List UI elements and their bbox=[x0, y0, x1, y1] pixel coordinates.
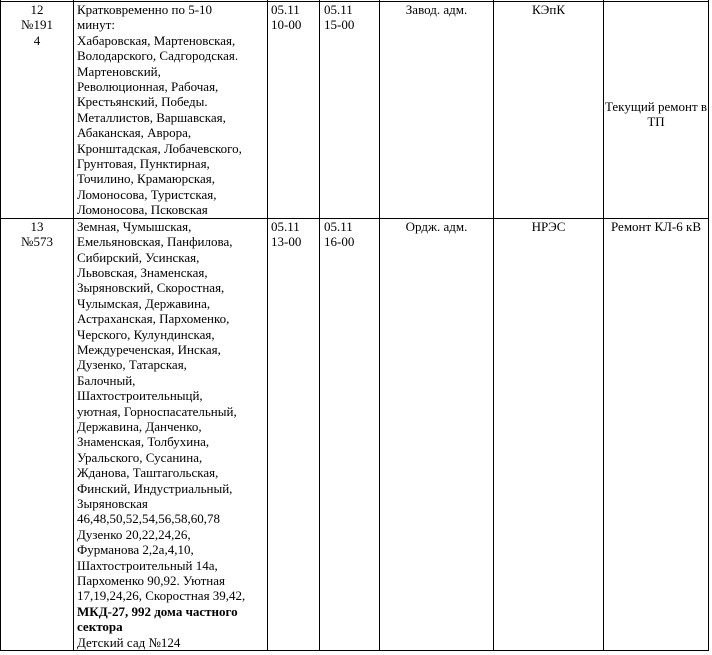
enterprise-cell bbox=[494, 218, 604, 650]
address-line: Черского, Кулундинская, bbox=[77, 326, 215, 342]
end-time: 15-00 bbox=[324, 17, 355, 33]
row-number: 13 bbox=[30, 218, 44, 234]
reason-text: Текущий ремонт в ТП bbox=[604, 99, 708, 130]
address-line: 46,48,50,52,54,56,58,60,78 bbox=[77, 511, 220, 527]
address-line: Грунтовая, Пунктирная, bbox=[77, 156, 210, 172]
end-date: 05.11 bbox=[324, 218, 353, 234]
row-number: 12 bbox=[30, 2, 44, 17]
address-line: Чулымская, Державина, bbox=[77, 295, 211, 311]
address-line: Финский, Индустриальный, bbox=[77, 480, 233, 496]
reason-cell bbox=[604, 2, 709, 219]
address-line: Емельяновская, Панфилова, bbox=[77, 234, 233, 250]
start-cell bbox=[268, 2, 320, 219]
row-id: №191 bbox=[21, 17, 53, 33]
address-line: минут: bbox=[77, 17, 115, 33]
address-cell bbox=[74, 218, 268, 650]
start-date: 05.11 bbox=[271, 218, 300, 234]
address-line: Зыряновская bbox=[77, 496, 148, 511]
address-line: Шахтостроительныцй, bbox=[77, 388, 203, 404]
address-line: Земная, Чумышская, bbox=[77, 218, 192, 234]
start-date: 05.11 bbox=[271, 2, 300, 17]
enterprise-text: НРЭС bbox=[531, 218, 566, 234]
org-text: Ордж. адм. bbox=[405, 218, 468, 234]
table-row bbox=[1, 218, 709, 650]
address-line: Шахтостроительный 14а, bbox=[77, 557, 218, 573]
reason-cell bbox=[604, 218, 709, 650]
org-cell bbox=[380, 2, 494, 219]
address-line: Детский сад №124 bbox=[77, 634, 181, 650]
address-line: уютная, Горноспасательный, bbox=[77, 403, 237, 419]
address-cell bbox=[74, 2, 268, 219]
end-date: 05.11 bbox=[324, 2, 353, 17]
start-time: 10-00 bbox=[271, 17, 302, 33]
address-line: Междуреченская, Инская, bbox=[77, 341, 221, 357]
enterprise-cell bbox=[494, 2, 604, 219]
address-line: Крестьянский, Победы. bbox=[77, 94, 208, 110]
org-cell bbox=[380, 218, 494, 650]
address-line: Сибирский, Усинская, bbox=[77, 249, 200, 265]
row-number-cell bbox=[1, 218, 74, 650]
address-line: Точилино, Крамаюрская, bbox=[77, 171, 215, 187]
start-time: 13-00 bbox=[271, 234, 302, 250]
address-line: Мартеновский, bbox=[77, 63, 161, 79]
enterprise-text: КЭпК bbox=[531, 2, 566, 17]
address-line: Ломоносова, Туристская, bbox=[77, 186, 217, 202]
address-line: Пархоменко 90,92. Уютная bbox=[77, 573, 226, 589]
address-line: Астраханская, Пархоменко, bbox=[77, 311, 230, 327]
address-line-bold: сектора bbox=[77, 619, 123, 635]
end-cell bbox=[320, 2, 380, 219]
address-line: Кронштадская, Лобачевского, bbox=[77, 140, 242, 156]
address-line: Уральского, Сусанина, bbox=[77, 449, 203, 465]
org-text: Завод. адм. bbox=[405, 2, 468, 17]
address-line: Дузенко 20,22,24,26, bbox=[77, 526, 191, 542]
address-line: Металлистов, Варшавская, bbox=[77, 109, 226, 125]
address-line: Фурманова 2,2а,4,10, bbox=[77, 542, 194, 558]
end-time: 16-00 bbox=[324, 234, 355, 250]
reason-text: Ремонт КЛ-6 кВ bbox=[611, 218, 701, 234]
address-line: Зыряновский, Скоростная, bbox=[77, 280, 225, 296]
row-number-cell bbox=[1, 2, 74, 219]
row-id-cont: 4 bbox=[33, 32, 41, 48]
address-line-bold: МКД-27, 992 дома частного bbox=[77, 603, 238, 619]
address-line: Дузенко, Татарская, bbox=[77, 357, 187, 373]
address-line: Жданова, Таштагольская, bbox=[77, 465, 219, 481]
address-line: Державина, Данченко, bbox=[77, 418, 202, 434]
address-line: Балочный, bbox=[77, 372, 136, 388]
end-cell bbox=[320, 218, 380, 650]
address-line: Львовская, Знаменская, bbox=[77, 264, 208, 280]
address-line: Революционная, Рабочая, bbox=[77, 79, 219, 95]
address-line: Хабаровская, Мартеновская, bbox=[77, 32, 236, 48]
row-id: №573 bbox=[21, 234, 53, 250]
address-line: Володарского, Садгородская. bbox=[77, 48, 239, 64]
address-line: Абаканская, Аврора, bbox=[77, 125, 192, 141]
start-cell bbox=[268, 218, 320, 650]
address-line: Кратковременно по 5-10 bbox=[77, 2, 213, 17]
address-line: Знаменская, Толбухина, bbox=[77, 434, 210, 450]
address-line: 17,19,24,26, Скоростная 39,42, bbox=[77, 588, 246, 604]
table-row bbox=[1, 2, 709, 219]
address-line: Ломоносова, Псковская bbox=[77, 202, 208, 218]
